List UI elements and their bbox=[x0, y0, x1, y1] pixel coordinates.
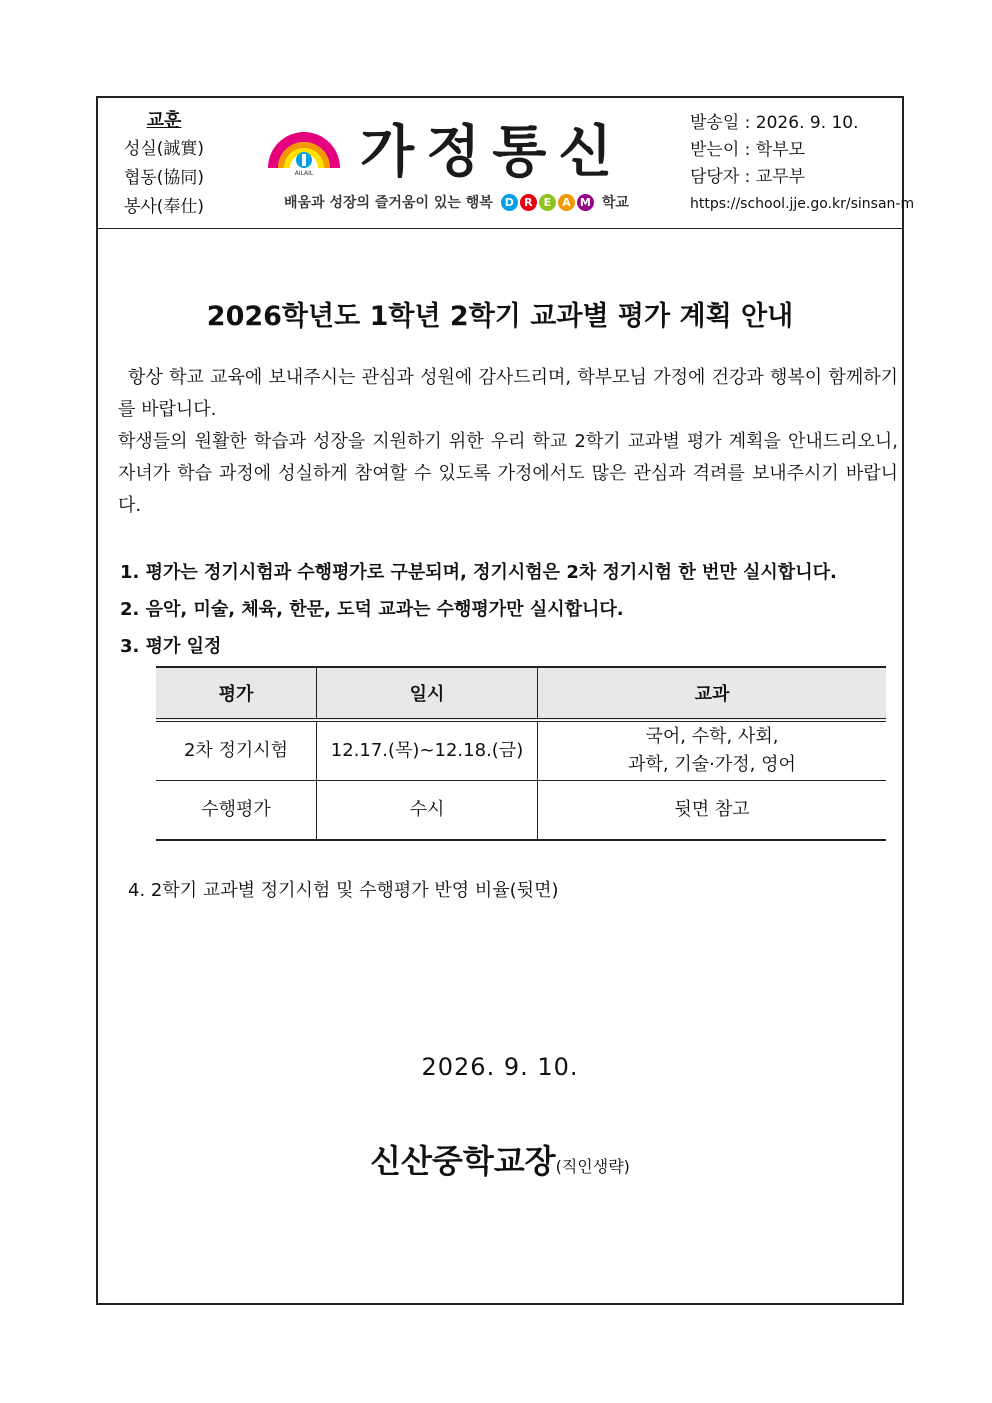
motto-line: 성실(誠實) bbox=[123, 139, 205, 159]
notice-items bbox=[120, 554, 837, 665]
list-item: 3. 평가 일정 bbox=[120, 636, 222, 657]
column-header: 일시 bbox=[317, 667, 538, 720]
school-motto bbox=[112, 106, 216, 222]
dream-letter: M bbox=[577, 194, 594, 211]
motto-title: 교훈 bbox=[146, 110, 182, 131]
notice-frame bbox=[96, 96, 915, 1305]
column-header: 평가 bbox=[156, 667, 317, 720]
principal-name: 신산중학교장 bbox=[370, 1142, 556, 1180]
eval-date-cell: 수시 bbox=[317, 781, 538, 841]
column-header: 교과 bbox=[538, 667, 887, 720]
subjects-line: 국어, 수학, 사회, bbox=[645, 726, 779, 747]
slogan-suffix: 학교 bbox=[601, 195, 629, 211]
notice-title: 2026학년도 1학년 2학기 교과별 평가 계획 안내 bbox=[206, 301, 794, 332]
principal-signature bbox=[98, 1136, 902, 1182]
seal-note: (직인생략) bbox=[555, 1157, 630, 1176]
eval-type-cell: 수행평가 bbox=[156, 781, 317, 841]
dream-letter: A bbox=[558, 194, 575, 211]
school-logo-icon bbox=[264, 116, 344, 176]
dream-badges bbox=[501, 194, 594, 211]
dream-letter: R bbox=[520, 194, 537, 211]
table-header-row bbox=[156, 667, 886, 720]
school-url[interactable]: https://school.jje.go.kr/sinsan-m bbox=[690, 196, 915, 212]
list-item: 2. 음악, 미술, 체육, 한문, 도덕 교과는 수행평가만 실시합니다. bbox=[120, 599, 624, 620]
dream-letter: E bbox=[539, 194, 556, 211]
greeting-paragraph: 항상 학교 교육에 보내주시는 관심과 성원에 감사드리며, 학부모님 가정에 건강과 행복이 함께하기를 바랍니다. bbox=[118, 367, 898, 420]
sign-date: 2026. 9. 10. bbox=[421, 1053, 579, 1081]
intro-paragraph: 학생들의 원활한 학습과 성장을 지원하기 위한 우리 학교 2학기 교과별 평가 계획을 안내드리오니, 자녀가 학습 과정에 성실하게 참여할 수 있도록 가정에서도 많은 관심과 격려를 보내주시기 바랍니다. bbox=[118, 431, 898, 516]
subjects-line: 과학, 기술·가정, 영어 bbox=[628, 754, 796, 775]
slogan-text: 배움과 성장의 즐거움이 있는 행복 bbox=[284, 195, 493, 211]
letter-header bbox=[98, 98, 915, 229]
letter-meta bbox=[690, 110, 914, 218]
brand-title: 가정통신 bbox=[360, 119, 625, 185]
subjects-cell bbox=[538, 720, 887, 781]
list-item: 1. 평가는 정기시험과 수행평가로 구분되며, 정기시험은 2차 정기시험 한 번만 실시합니다. bbox=[120, 562, 837, 583]
list-item: 4. 2학기 교과별 정기시험 및 수행평가 반영 비율(뒷면) bbox=[128, 880, 559, 901]
send-date: 발송일 : 2026. 9. 10. bbox=[690, 113, 859, 133]
svg-text:AILAIL: AILAIL bbox=[294, 170, 314, 176]
subjects-cell: 뒷면 참고 bbox=[538, 781, 887, 841]
table-row bbox=[156, 720, 886, 781]
table-row bbox=[156, 781, 886, 841]
recipient: 받는이 : 학부모 bbox=[690, 140, 806, 160]
motto-line: 봉사(奉仕) bbox=[123, 197, 205, 217]
eval-date-cell: 12.17.(목)~12.18.(금) bbox=[317, 720, 538, 781]
motto-line: 협동(協同) bbox=[123, 168, 205, 188]
schedule-table bbox=[156, 666, 886, 841]
dream-letter: D bbox=[501, 194, 518, 211]
eval-type-cell: 2차 정기시험 bbox=[156, 720, 317, 781]
school-slogan bbox=[284, 192, 629, 212]
manager: 담당자 : 교무부 bbox=[690, 167, 806, 187]
